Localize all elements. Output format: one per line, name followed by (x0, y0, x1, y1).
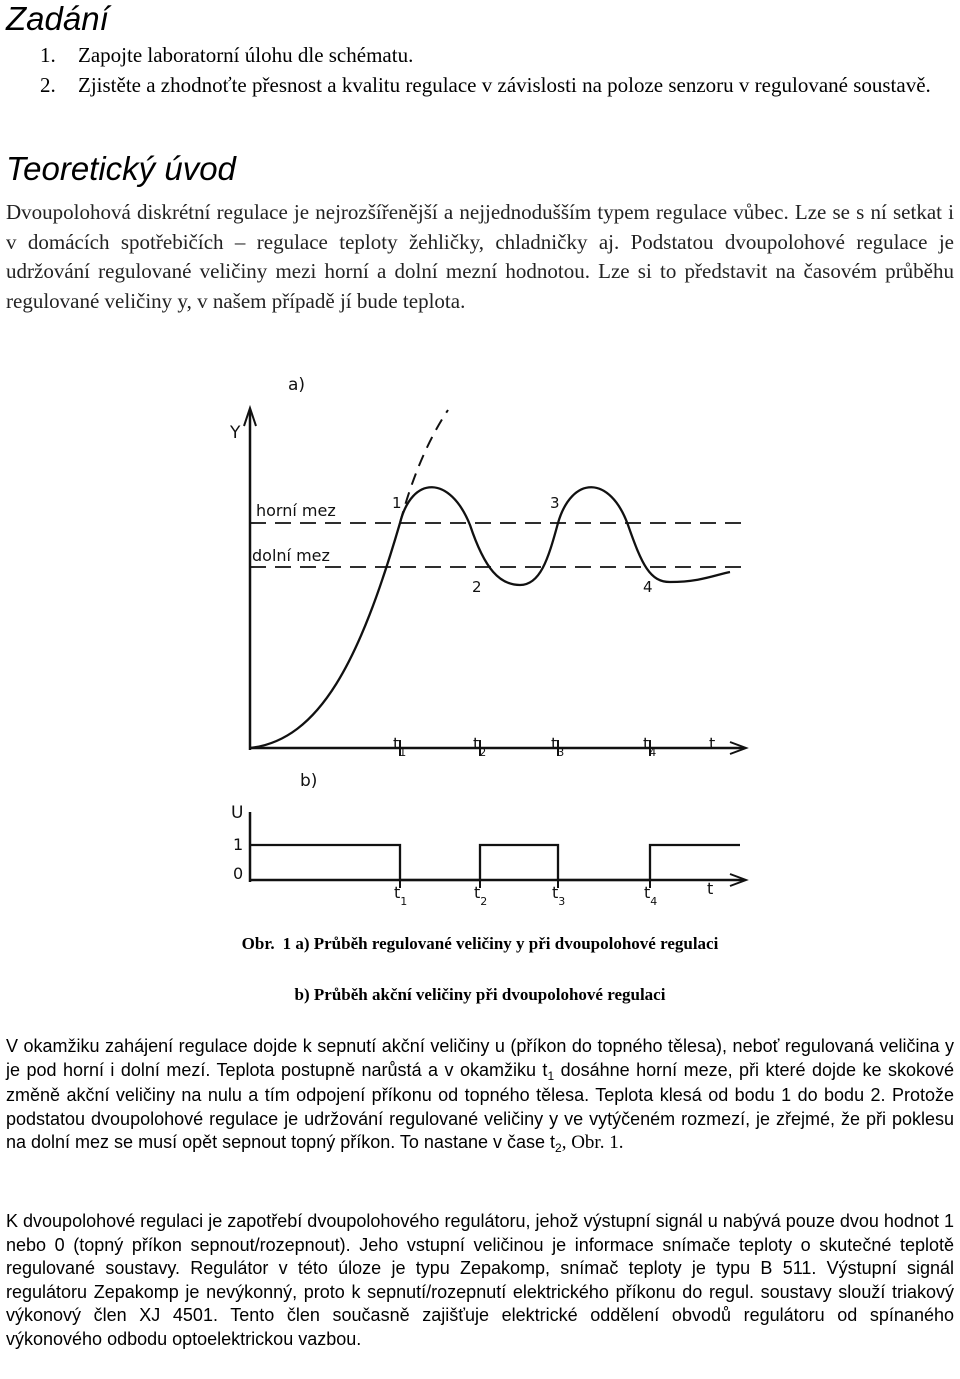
p2-text-2: dosáhne horní meze, při které dojde ke skokové změně akční veličiny na nulu a tím odpojení příkonu od topného tělesa. Teplota klesá od bodu 1 do bodu 2. Protože podstatou dvoupolohové regulace je udržování regulované veličiny y ve vytýčeném rozmezí, je zřejmé, že při poklesu na dolní mez se musí opět sepnout topný příkon. To nastane v čase t (6, 1059, 954, 1152)
label-b: b) (300, 771, 318, 791)
t1-label-b: $t_1$ (394, 883, 408, 908)
label-a: a) (288, 375, 306, 395)
point-4-label: 4 (643, 578, 653, 596)
upper-limit-label: horní mez (256, 501, 336, 520)
intro-paragraph: Dvoupolohová diskrétní regulace je nejrozšířenější a nejjednodušším typem regulace vůbec. Lze se s ní setkat i v domácích spotřebičích – regulace teploty žehličky, chladničky aj. Podstatou dvoupolohové regulace je udržování regulované veličiny mezi horní a dolní mezní hodnotou. Lze si to představit na časovém průběhu regulované veličiny y, v našem případě jí bude teplota. (6, 200, 954, 313)
plot-b-labels (231, 771, 713, 908)
t-axis-label-a: t (709, 734, 716, 753)
regulation-figure (200, 360, 760, 920)
list-text: Zapojte laboratorní úlohu dle schématu. (78, 43, 414, 67)
plot-b (250, 812, 746, 888)
caption-a-text: 1 a) Průběh regulované veličiny y při dvoupolohové regulaci (282, 934, 719, 953)
control-signal (250, 845, 740, 880)
t1-label-a: $t_1$ (393, 734, 407, 759)
point-3-label: 3 (550, 494, 560, 512)
oscillation-curve (400, 487, 730, 585)
body-paragraph-2: K dvoupolohové regulaci je zapotřebí dvoupolohového regulátoru, jehož výstupní signál u nabývá pouze dvou hodnot 1 nebo 0 (topný příkon sepnout/rozepnout). Jeho vstupní veličinou je informace snímače teploty o skutečné teplotě regulované soustavy. Regulátor v této úloze je typu Zepakomp, snímač teploty je typu B 511. Výstupní signál regulátoru Zepakomp je nevýkonný, proto k sepnutí/rozepnutí elektrického příkonu do regul. soustavy slouží triakový výkonový člen XJ 4501. Tento člen současně zajišťuje elektrické oddělení obvodů regulátoru od spínaného výkonového odbodu optoelektrickou vazbou. (6, 1211, 954, 1349)
list-number: 1. (40, 43, 56, 67)
heading-zadani: Zadání (6, 0, 109, 37)
list-number: 2. (40, 73, 56, 97)
y-axis-label: Y (230, 423, 241, 443)
t2-label-a: $t_2$ (473, 734, 487, 759)
t4-label-b: $t_4$ (644, 883, 658, 908)
t3-label-b: $t_3$ (552, 883, 566, 908)
p2-text-3: , Obr. 1. (561, 1132, 624, 1153)
figure-caption-a (0, 934, 960, 954)
body-paragraph-1 (6, 1035, 954, 1157)
lower-limit-label: dolní mez (252, 546, 330, 565)
u-axis-label: U (231, 803, 244, 823)
point-2-label: 2 (472, 578, 482, 596)
task-list (40, 40, 955, 100)
list-item (40, 70, 955, 100)
p2-sub-2: 2 (555, 1141, 562, 1155)
p2-text-1: V okamžiku zahájení regulace dojde k sepnutí akční veličiny u (příkon do topného tělesa), neboť regulovaná veličina y je pod horní i dolní mezí. Teplota postupně narůstá a v okamžiku t (6, 1036, 954, 1080)
point-1-label: 1 (392, 494, 402, 512)
u-one-label: 1 (233, 835, 244, 854)
t4-label-a: $t_4$ (643, 734, 657, 759)
plot-a (244, 408, 746, 756)
list-item (40, 40, 955, 70)
u-zero-label: 0 (233, 864, 244, 883)
heading-teoreticky-uvod: Teoretický úvod (6, 150, 236, 187)
t2-label-b: $t_2$ (474, 883, 488, 908)
list-text: Zjistěte a zhodnoťte přesnost a kvalitu regulace v závislosti na poloze senzoru v regulované soustavě. (78, 73, 931, 97)
caption-prefix: Obr. (241, 934, 275, 953)
p2-sub-1: 1 (547, 1068, 555, 1083)
figure-caption-b: b) Průběh akční veličiny při dvoupolohové regulaci (294, 985, 666, 1004)
t-axis-label-b: t (707, 879, 714, 898)
t3-label-a: $t_3$ (551, 734, 565, 759)
